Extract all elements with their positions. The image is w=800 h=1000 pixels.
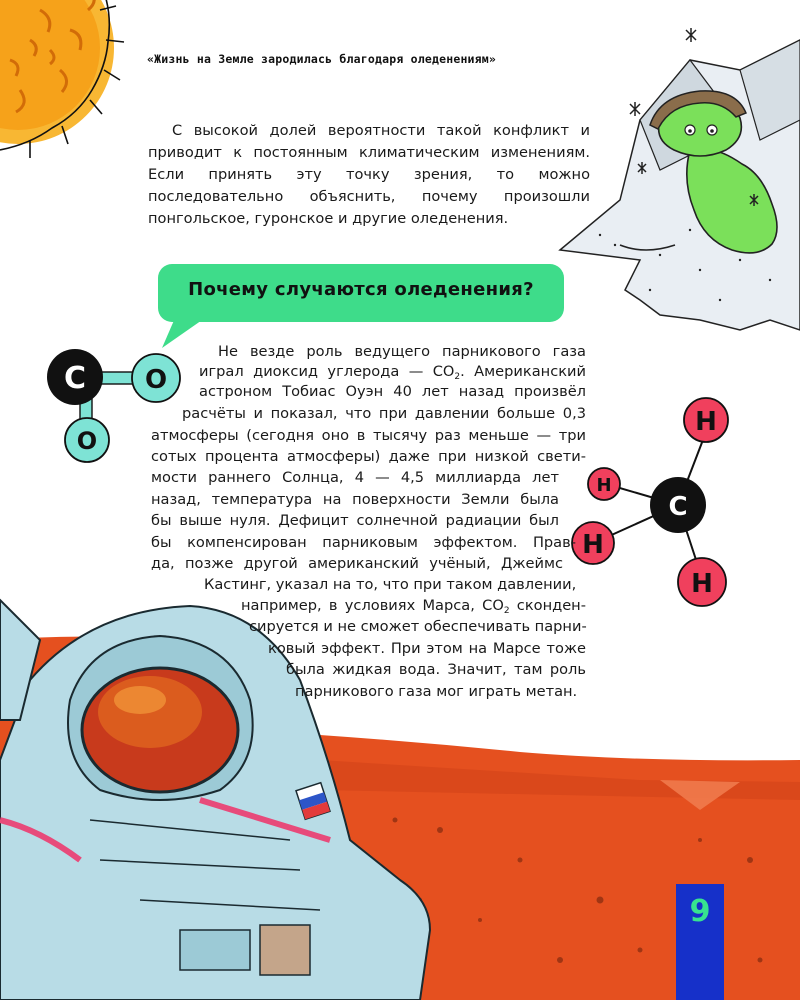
body-line: например, в условиях Марса, $CO_2$ сконден- bbox=[241, 597, 586, 616]
body-line: ковый эффект. При этом на Марсе тоже bbox=[268, 640, 586, 657]
snowy-rock-illustration bbox=[560, 28, 800, 330]
speech-bubble-tail bbox=[162, 318, 205, 348]
page-number: 9 bbox=[689, 894, 711, 929]
methane-carbon-label: C bbox=[668, 492, 688, 522]
section-heading-bubble bbox=[158, 264, 564, 322]
methane-h-label-1: H bbox=[695, 407, 717, 437]
body-line: играл диоксид углерода — $CO_2$. Американский bbox=[199, 363, 587, 382]
body-line: расчёты и показал, что при давлении больше 0,3 bbox=[182, 405, 586, 422]
body-line: мости раннего Солнца, 4 — 4,5 миллиарда лет bbox=[151, 469, 559, 486]
running-header: «Жизнь на Земле зародилась благодаря оледенениям» bbox=[147, 52, 497, 66]
body-line: бы выше нуля. Дефицит солнечной радиации был bbox=[151, 512, 559, 529]
body-line: астроном Тобиас Оуэн 40 лет назад произвёл bbox=[199, 383, 586, 400]
co-oxygen-label-1: O bbox=[144, 365, 168, 395]
methane-h-label-3: H bbox=[582, 530, 604, 560]
methane-molecule-diagram bbox=[572, 398, 728, 606]
methane-h-label-4: H bbox=[691, 569, 713, 599]
methane-h-label-2: H bbox=[596, 475, 612, 496]
section-heading: Почему случаются оледенения? bbox=[188, 279, 534, 300]
body-line: сируется и не сможет обеспечивать парни- bbox=[249, 618, 587, 635]
co-oxygen-label-2: O bbox=[76, 427, 98, 455]
body-line: сотых процента атмосферы) даже при низкой свети- bbox=[151, 448, 586, 465]
body-line: атмосферы (сегодня оно в тысячу раз меньше — три bbox=[151, 427, 586, 444]
body-line: была жидкая вода. Значит, там роль bbox=[286, 661, 586, 678]
body-line: парникового газа мог играть метан. bbox=[295, 683, 578, 700]
page-number-tab bbox=[676, 884, 724, 1000]
body-line: назад, температура на поверхности Земли была bbox=[151, 491, 559, 508]
body-line: Кастинг, указал на то, что при таком давлении, bbox=[204, 576, 577, 593]
intro-paragraph: С высокой долей вероятности такой конфликт и приводит к постоянным климатическим изменениям. Если принять эту точку зрения, то можно последовательно объяснить, почему произошли понгольское, гуронское и другие оледенения. bbox=[148, 122, 590, 227]
body-line: Не везде роль ведущего парникового газа bbox=[218, 343, 586, 360]
sun-illustration bbox=[0, 0, 124, 158]
body-line: да, позже другой американский учёный, Джеймс bbox=[151, 555, 563, 572]
body-line: бы компенсирован парниковым эффектом. Прав- bbox=[151, 534, 576, 551]
co-carbon-label: C bbox=[63, 361, 87, 396]
